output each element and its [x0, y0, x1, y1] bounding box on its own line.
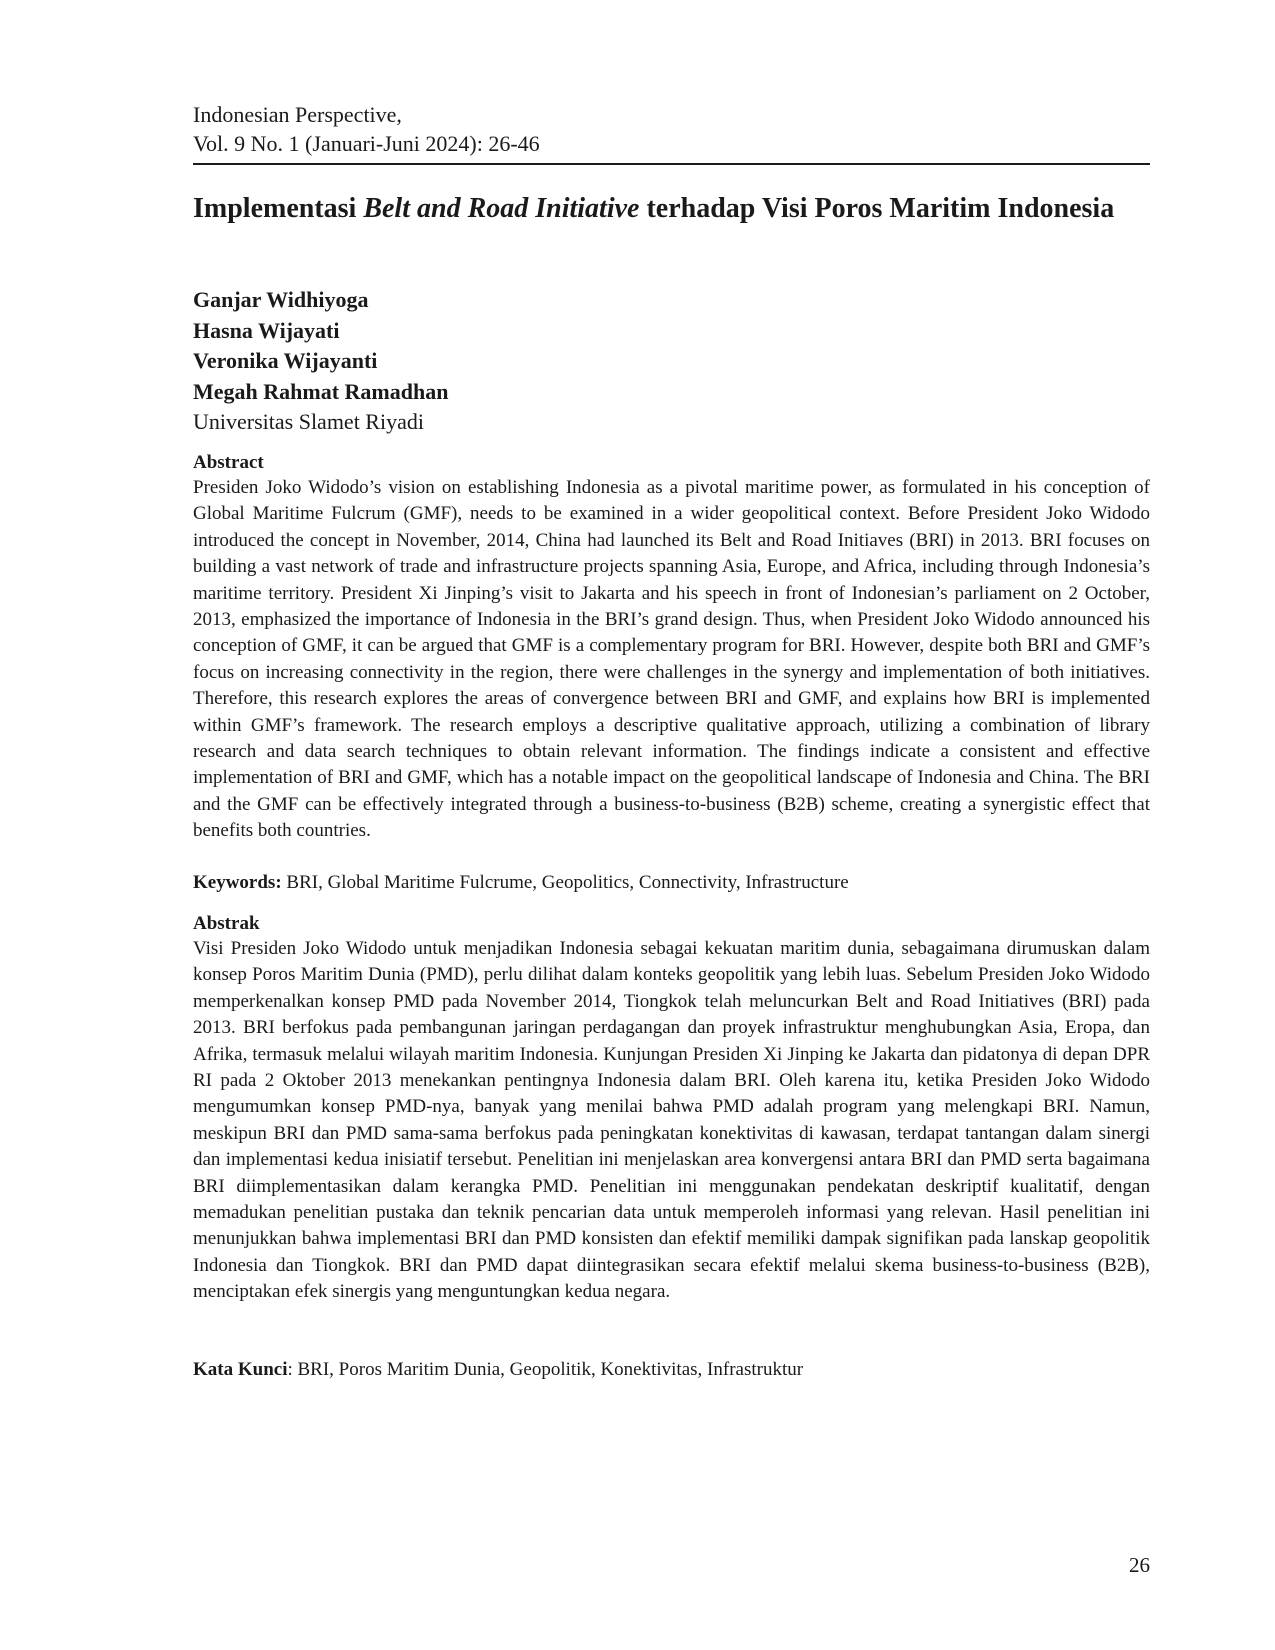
journal-header — [193, 100, 1150, 158]
author-block — [193, 285, 1150, 438]
keywords-en — [193, 870, 1150, 896]
page-number: 26 — [1129, 1553, 1150, 1577]
title-italic: Belt and Road Initiative — [363, 193, 640, 224]
author-name: Megah Rahmat Ramadhan — [193, 378, 449, 404]
abstract-en-text: Presiden Joko Widodo’s vision on establishing Indonesia as a pivotal maritime power, as formulated in his conception of Global Maritime Fulcrum (GMF), needs to be examined in a wider geopolitical context. Before President Joko Widodo introduced the concept in November, 2014, China had launched its Belt and Road Initiaves (BRI) in 2013. BRI focuses on building a vast network of trade and infrastructure projects spanning Asia, Europe, and Africa, including through Indonesia’s maritime territory. President Xi Jinping’s visit to Jakarta and his speech in front of Indonesian’s parliament on 2 October, 2013, emphasized the importance of Indonesia in the BRI’s grand design. Thus, when President Joko Widodo announced his conception of GMF, it can be argued that GMF is a complementary program for BRI. However, despite both BRI and GMF’s focus on increasing connectivity in the region, there were challenges in the synergy and implementation of both initiatives. Therefore, this research explores the areas of convergence between BRI and GMF, and explains how BRI is implemented within GMF’s framework. The research employs a descriptive qualitative approach, utilizing a combination of library research and data search techniques to obtain relevant information. The findings indicate a consistent and effective implementation of BRI and GMF, which has a notable impact on the geopolitical landscape of Indonesia and China. The BRI and the GMF can be effectively integrated through a business-to-business (B2B) scheme, creating a synergistic effect that benefits both countries. — [193, 477, 1150, 842]
keywords-en-label: Keywords: — [193, 872, 282, 893]
journal-name: Indonesian Perspective, — [193, 102, 402, 127]
title-prefix: Implementasi — [193, 193, 364, 224]
author-name: Veronika Wijayanti — [193, 348, 378, 373]
keywords-en-list: BRI, Global Maritime Fulcrume, Geopolitics, Connectivity, Infrastructure — [281, 872, 849, 893]
keywords-id — [193, 1357, 1150, 1383]
author-name: Hasna Wijayati — [193, 317, 340, 343]
author-affiliation: Universitas Slamet Riyadi — [193, 409, 424, 434]
author-name: Ganjar Widhiyoga — [193, 287, 369, 312]
journal-issue: Vol. 9 No. 1 (Januari-Juni 2024): 26-46 — [193, 131, 540, 156]
keywords-id-label: Kata Kunci — [193, 1359, 288, 1380]
keywords-id-list: : BRI, Poros Maritim Dunia, Geopolitik, Konektivitas, Infrastruktur — [287, 1359, 804, 1380]
abstract-en-heading: Abstract — [193, 452, 264, 473]
abstract-id-text: Visi Presiden Joko Widodo untuk menjadikan Indonesia sebagai kekuatan maritim dunia, sebagaimana dirumuskan dalam konsep Poros Maritim Dunia (PMD), perlu dilihat dalam konteks geopolitik yang lebih luas. Sebelum Presiden Joko Widodo memperkenalkan konsep PMD pada November 2014, Tiongkok telah meluncurkan Belt and Road Initiatives (BRI) pada 2013. BRI berfokus pada pembangunan jaringan perdagangan dan proyek infrastruktur menghubungkan Asia, Eropa, dan Afrika, termasuk melalui wilayah maritim Indonesia. Kunjungan Presiden Xi Jinping ke Jakarta dan pidatonya di depan DPR RI pada 2 Oktober 2013 menekankan pentingnya Indonesia dalam BRI. Oleh karena itu, ketika Presiden Joko Widodo mengumumkan konsep PMD-nya, banyak yang menilai bahwa PMD adalah program yang melengkapi BRI. Namun, meskipun BRI dan PMD sama-sama berfokus pada peningkatan konektivitas di kawasan, terdapat tantangan dalam sinergi dan implementasi kedua inisiatif tersebut. Penelitian ini menjelaskan area konvergensi antara BRI dan PMD serta bagaimana BRI diimplementasikan dalam kerangka PMD. Penelitian ini menggunakan pendekatan deskriptif kualitatif, dengan memadukan penelitian pustaka dan teknik pencarian data untuk memperoleh informasi yang relevan. Hasil penelitian ini menunjukkan bahwa implementasi BRI dan PMD konsisten dan efektif memiliki dampak signifikan pada lanskap geopolitik Indonesia dan Tiongkok. BRI dan PMD dapat diintegrasikan secara efektif melalui skema business-to-business (B2B), menciptakan efek sinergis yang menguntungkan kedua negara. — [193, 938, 1150, 1303]
article-title — [193, 190, 1150, 228]
abstract-id-heading: Abstrak — [193, 913, 260, 934]
header-rule — [193, 163, 1150, 165]
title-suffix: terhadap Visi Poros Maritim Indonesia — [639, 193, 1115, 224]
